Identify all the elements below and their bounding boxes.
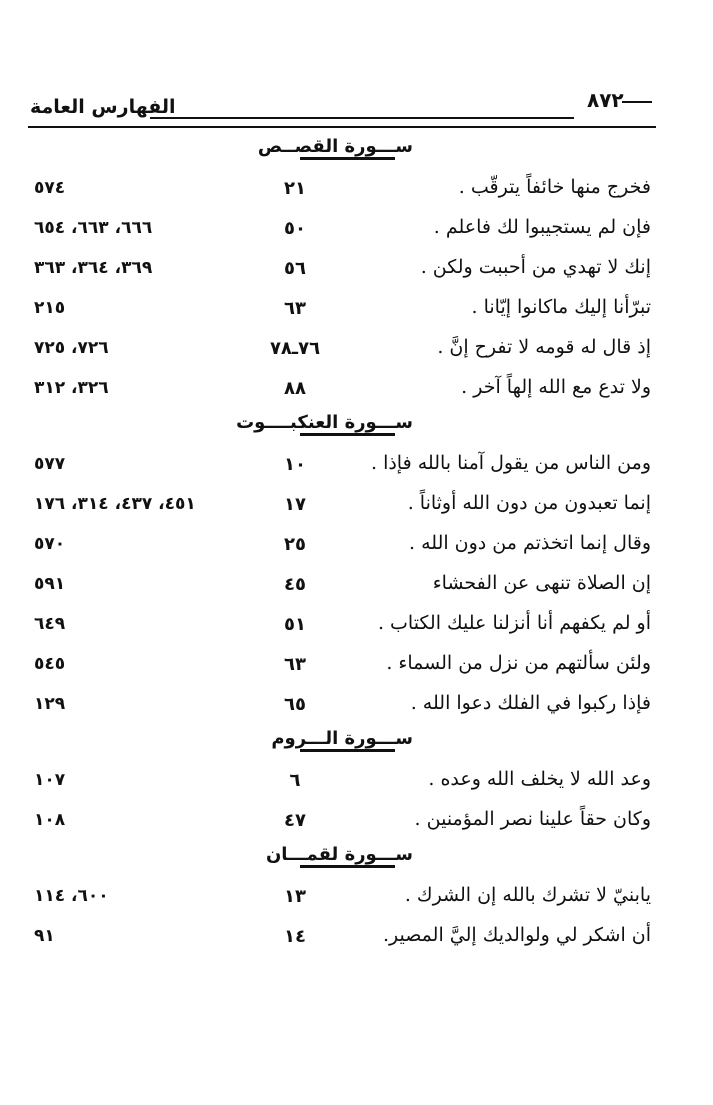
ayah-number: ٤٧ [284, 810, 306, 831]
ayah-number: ٦ [289, 770, 301, 791]
index-row [0, 446, 713, 486]
index-row [0, 210, 713, 250]
verse-text: ومن الناس من يقول آمنا بالله فإذا . [370, 452, 651, 474]
page-references: ٦٦٦، ٦٦٣، ٦٥٤ [34, 218, 153, 238]
verse-text: وقال إنما اتخذتم من دون الله . [409, 532, 651, 554]
page-references: ٥٧٤ [34, 178, 66, 198]
index-row [0, 566, 713, 606]
index-content [0, 134, 713, 958]
page-references: ٣٦٩، ٣٦٤، ٣٦٣ [34, 258, 153, 278]
page-references: ١٢٩ [34, 694, 66, 714]
index-row [0, 330, 713, 370]
index-row [0, 370, 713, 410]
verse-text: وكان حقاً علينا نصر المؤمنين . [414, 808, 651, 830]
page-references: ٧٢٦، ٧٢٥ [34, 338, 109, 358]
ayah-number: ٥١ [284, 614, 306, 635]
index-row [0, 290, 713, 330]
verse-text: تبرّأنا إليك ماكانوا إيّانا . [471, 296, 651, 318]
ayah-number: ١٤ [284, 926, 306, 947]
page-references: ٥٧٧ [34, 454, 66, 474]
surah-underline [300, 433, 395, 436]
page-references: ١٠٨ [34, 810, 66, 830]
page-references: ٦٠٠، ١١٤ [34, 886, 109, 906]
surah-underline [300, 749, 395, 752]
page-references: ٣٢٦، ٣١٢ [34, 378, 109, 398]
surah-name: ســـورة القصــص [257, 136, 413, 157]
ayah-number: ٦٣ [284, 654, 306, 675]
verse-text: فإذا ركبوا في الفلك دعوا الله . [410, 692, 651, 714]
ayah-number: ٥٦ [284, 258, 306, 279]
verse-text: ولئن سألتهم من نزل من السماء . [386, 652, 651, 674]
index-row [0, 646, 713, 686]
verse-text: ولا تدع مع الله إلهاً آخر . [461, 376, 651, 398]
page-references: ٥٤٥ [34, 654, 66, 674]
ayah-number: ١٠ [284, 454, 306, 475]
index-row [0, 486, 713, 526]
header-line [150, 117, 574, 119]
index-row [0, 606, 713, 646]
verse-text: إنك لا تهدي من أحببت ولكن . [420, 256, 651, 278]
verse-text: فإن لم يستجيبوا لك فاعلم . [433, 216, 651, 238]
page-references: ٩١ [34, 926, 55, 946]
index-row [0, 802, 713, 842]
verse-text: فخرج منها خائفاً يترقّب . [458, 176, 651, 198]
verse-text: وعد الله لا يخلف الله وعده . [428, 768, 651, 790]
ayah-number: ٦٣ [284, 298, 306, 319]
surah-name: ســـورة لقمـــان [265, 844, 413, 865]
ayah-number: ٥٠ [284, 218, 306, 239]
surah-name: ســـورة العنكبــــوت [236, 412, 413, 433]
verse-text: إذ قال له قومه لا تفرح إنَّ . [437, 336, 651, 358]
index-row [0, 250, 713, 290]
surah-heading [0, 726, 713, 762]
ayah-number: ١٧ [284, 494, 306, 515]
verse-text: إنما تعبدون من دون الله أوثاناً . [407, 492, 651, 514]
page-references: ٥٧٠ [34, 534, 66, 554]
index-row [0, 170, 713, 210]
running-header-title: الفهارس العامة [30, 96, 176, 118]
ayah-number: ٨٨ [284, 378, 306, 399]
ayah-number: ٢١ [284, 178, 306, 199]
header-dash [622, 101, 652, 103]
verse-text: يابنيّ لا تشرك بالله إن الشرك . [404, 884, 651, 906]
surah-heading [0, 134, 713, 170]
ayah-number: ١٣ [284, 886, 306, 907]
ayah-number: ٧٦ـ٧٨ [269, 338, 321, 359]
ayah-number: ٦٥ [284, 694, 306, 715]
index-row [0, 762, 713, 802]
index-row [0, 918, 713, 958]
index-row [0, 686, 713, 726]
verse-text: إن الصلاة تنهى عن الفحشاء [432, 572, 651, 594]
surah-underline [300, 865, 395, 868]
page-number: ٨٧٢ [587, 88, 624, 112]
surah-heading [0, 842, 713, 878]
ayah-number: ٤٥ [284, 574, 306, 595]
verse-text: أو لم يكفهم أنا أنزلنا عليك الكتاب . [377, 612, 651, 634]
surah-underline [300, 157, 395, 160]
page-references: ١٠٧ [34, 770, 66, 790]
page-references: ٦٤٩ [34, 614, 66, 634]
index-row [0, 878, 713, 918]
surah-name: ســـورة الـــروم [271, 728, 413, 749]
ayah-number: ٢٥ [284, 534, 306, 555]
surah-heading [0, 410, 713, 446]
index-row [0, 526, 713, 566]
page-references: ٤٥١، ٤٣٧، ٣١٤، ١٧٦ [34, 494, 196, 514]
page-references: ٥٩١ [34, 574, 66, 594]
header-rule [28, 126, 656, 128]
verse-text: أن اشكر لي ولوالديك إليَّ المصير. [382, 924, 651, 946]
page-references: ٢١٥ [34, 298, 66, 318]
